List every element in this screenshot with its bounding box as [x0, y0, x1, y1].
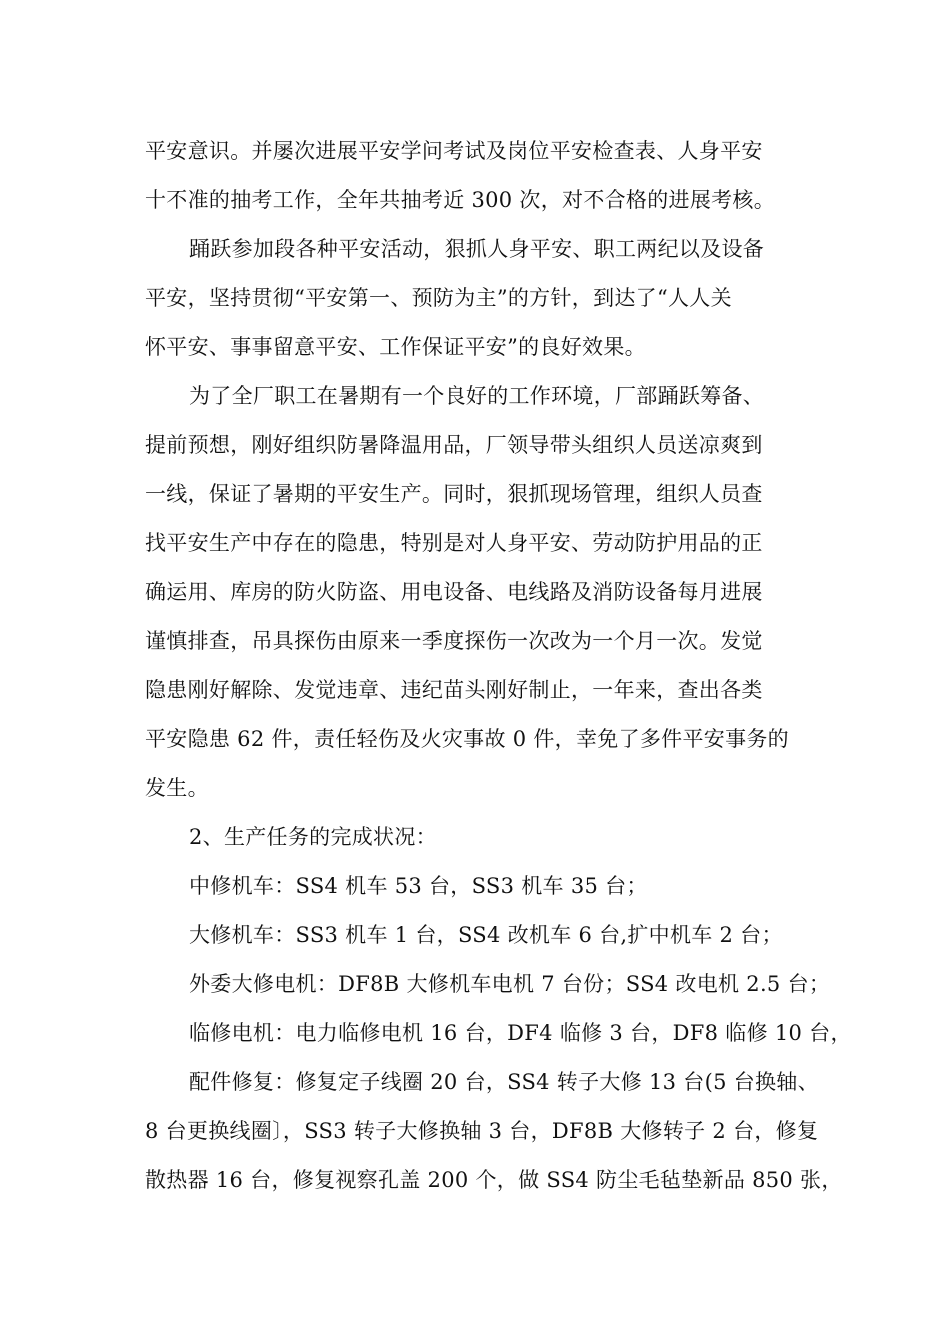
text-line: 临修电机：电力临修电机 16 台，DF4 临修 3 台，DF8 临修 10 台，: [189, 1021, 852, 1045]
text-line: 为了全厂职工在暑期有一个良好的工作环境，厂部踊跃筹备、: [189, 384, 765, 408]
item-parts-repair: [145, 1058, 843, 1205]
text-line: 十不准的抽考工作，全年共抽考近 300 次，对不合格的进展考核。: [145, 188, 776, 212]
text-line: 配件修复：修复定子线圈 20 台，SS4 转子大修 13 台(5 台换轴、: [189, 1070, 819, 1094]
item-temporary-repair: [145, 1009, 852, 1058]
text-line: 平安隐患 62 件，责任轻伤及火灾事故 0 件，幸免了多件平安事务的: [145, 727, 789, 751]
text-line: 找平安生产中存在的隐患，特别是对人身平安、劳动防护用品的正: [145, 531, 763, 555]
text-line: 提前预想，刚好组织防暑降温用品，厂领导带头组织人员送凉爽到: [145, 433, 763, 457]
text-line: 大修机车：SS3 机车 1 台，SS4 改机车 6 台,扩中机车 2 台；: [189, 923, 783, 947]
text-line: 一线，保证了暑期的平安生产。同时，狠抓现场管理，组织人员查: [145, 482, 763, 506]
item-outsourced-motors: [145, 960, 831, 1009]
item-major-repair: [145, 911, 810, 960]
text-line: 怀平安、事事留意平安、工作保证平安”的良好效果。: [145, 335, 646, 359]
text-line: 发生。: [145, 776, 209, 800]
paragraph-safety-activities: [145, 225, 810, 372]
text-line: 8 台更换线圈〕，SS3 转子大修换轴 3 台，DF8B 大修转子 2 台，修复: [145, 1119, 819, 1143]
section-heading-production: [145, 813, 810, 862]
paragraph-summer-safety: [145, 372, 810, 813]
text-line: 中修机车：SS4 机车 53 台，SS3 机车 35 台；: [189, 874, 648, 898]
body-text: [145, 127, 852, 1205]
text-line: 平安意识。并屡次进展平安学问考试及岗位平安检查表、人身平安: [145, 139, 763, 163]
text-line: 2、生产任务的完成状况：: [189, 825, 437, 849]
text-line: 外委大修电机：DF8B 大修机车电机 7 台份；SS4 改电机 2.5 台；: [189, 972, 831, 996]
text-line: 隐患刚好解除、发觉违章、违纪苗头刚好制止，一年来，查出各类: [145, 678, 763, 702]
text-line: 踊跃参加段各种平安活动，狠抓人身平安、职工两纪以及设备: [189, 237, 765, 261]
paragraph-safety-exams: [145, 127, 810, 225]
text-line: 散热器 16 台，修复视察孔盖 200 个，做 SS4 防尘毛毡垫新品 850 张，: [145, 1168, 843, 1192]
text-line: 确运用、库房的防火防盗、用电设备、电线路及消防设备每月进展: [145, 580, 763, 604]
text-line: 平安，坚持贯彻“平安第一、预防为主”的方针，到达了“人人关: [145, 286, 732, 310]
text-line: 谨慎排查，吊具探伤由原来一季度探伤一次改为一个月一次。发觉: [145, 629, 763, 653]
item-medium-repair: [145, 862, 810, 911]
